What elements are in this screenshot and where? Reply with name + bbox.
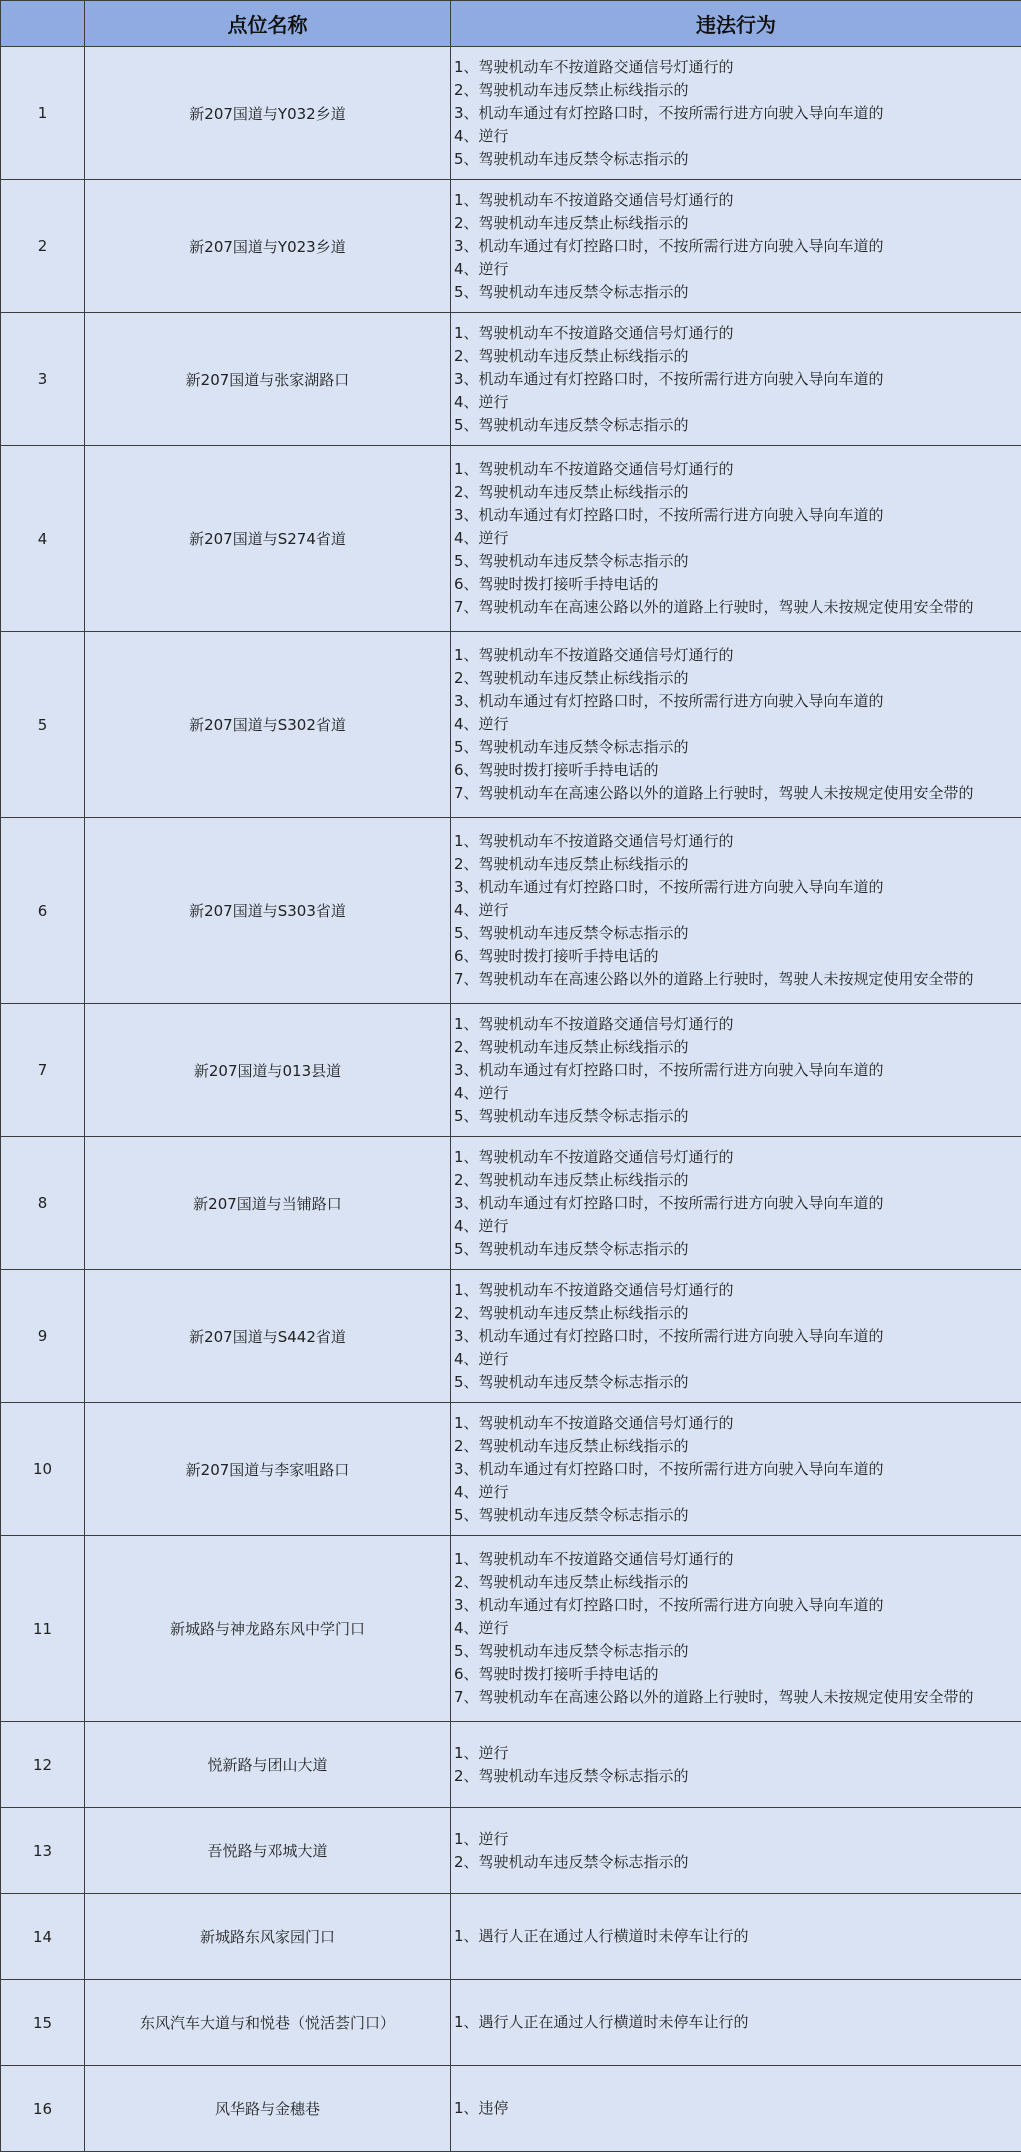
location-name: 新207国道与S303省道 [85,818,451,1004]
row-number: 10 [1,1403,85,1536]
row-number: 15 [1,1980,85,2066]
violation-item: 2、驾驶机动车违反禁止标线指示的 [454,1170,689,1189]
location-name: 新207国道与Y032乡道 [85,47,451,180]
violation-item: 2、驾驶机动车违反禁令标志指示的 [454,1766,689,1785]
violation-item: 4、逆行 [454,1482,509,1501]
violation-item: 1、驾驶机动车不按道路交通信号灯通行的 [454,190,734,209]
violation-item: 2、驾驶机动车违反禁止标线指示的 [454,669,689,687]
row-number: 2 [1,180,85,313]
row-number: 16 [1,2066,85,2152]
violation-list [451,446,1021,632]
violation-item: 4、逆行 [454,529,509,547]
violation-item: 1、驾驶机动车不按道路交通信号灯通行的 [454,460,734,478]
violation-item: 6、驾驶时拨打接听手持电话的 [454,575,659,593]
violation-list [451,2066,1021,2152]
violation-list [451,1270,1021,1403]
row-number: 9 [1,1270,85,1403]
violation-item: 1、驾驶机动车不按道路交通信号灯通行的 [454,57,734,76]
table-row [1,1137,1021,1270]
table-row [1,818,1021,1004]
violation-item: 1、驾驶机动车不按道路交通信号灯通行的 [454,832,734,850]
violation-item: 4、逆行 [454,1349,509,1368]
row-number: 8 [1,1137,85,1270]
violation-item: 3、机动车通过有灯控路口时，不按所需行进方向驶入导向车道的 [454,1060,884,1079]
violation-item: 1、驾驶机动车不按道路交通信号灯通行的 [454,323,734,342]
violation-item: 2、驾驶机动车违反禁止标线指示的 [454,1303,689,1322]
header-number [1,1,85,47]
location-name: 新207国道与S274省道 [85,446,451,632]
violation-item: 4、逆行 [454,126,509,145]
location-name: 新207国道与S442省道 [85,1270,451,1403]
location-name: 东风汽车大道与和悦巷（悦活荟门口） [85,1980,451,2066]
violation-item: 7、驾驶机动车在高速公路以外的道路上行驶时，驾驶人未按规定使用安全带的 [454,1688,974,1706]
violation-item: 5、驾驶机动车违反禁令标志指示的 [454,282,689,301]
violation-list [451,632,1021,818]
violation-list [451,180,1021,313]
violation-item: 3、机动车通过有灯控路口时，不按所需行进方向驶入导向车道的 [454,1459,884,1478]
table-row [1,1980,1021,2066]
table-row [1,446,1021,632]
location-name: 新207国道与当铺路口 [85,1137,451,1270]
header-location-name: 点位名称 [85,1,451,47]
violation-item: 2、驾驶机动车违反禁止标线指示的 [454,80,689,99]
table-row [1,1004,1021,1137]
location-name: 悦新路与团山大道 [85,1722,451,1808]
violation-item: 5、驾驶机动车违反禁令标志指示的 [454,1505,689,1524]
violation-item: 2、驾驶机动车违反禁止标线指示的 [454,213,689,232]
violation-item: 2、驾驶机动车违反禁止标线指示的 [454,1037,689,1056]
violation-item: 3、机动车通过有灯控路口时，不按所需行进方向驶入导向车道的 [454,369,884,388]
table-row [1,1403,1021,1536]
violation-list [451,818,1021,1004]
violation-item: 3、机动车通过有灯控路口时，不按所需行进方向驶入导向车道的 [454,1326,884,1345]
violation-item: 3、机动车通过有灯控路口时，不按所需行进方向驶入导向车道的 [454,1193,884,1212]
violation-item: 1、违停 [454,2099,509,2117]
violation-item: 4、逆行 [454,392,509,411]
violation-list [451,47,1021,180]
row-number: 1 [1,47,85,180]
violation-item: 5、驾驶机动车违反禁令标志指示的 [454,1372,689,1391]
row-number: 5 [1,632,85,818]
violation-item: 5、驾驶机动车违反禁令标志指示的 [454,415,689,434]
violation-list [451,1722,1021,1808]
table-body [1,47,1021,2152]
violation-item: 7、驾驶机动车在高速公路以外的道路上行驶时，驾驶人未按规定使用安全带的 [454,784,974,802]
violation-item: 5、驾驶机动车违反禁令标志指示的 [454,738,689,756]
violation-item: 1、驾驶机动车不按道路交通信号灯通行的 [454,1413,734,1432]
violation-item: 3、机动车通过有灯控路口时，不按所需行进方向驶入导向车道的 [454,236,884,255]
violation-item: 1、驾驶机动车不按道路交通信号灯通行的 [454,1147,734,1166]
violation-item: 4、逆行 [454,259,509,278]
row-number: 13 [1,1808,85,1894]
location-name: 新城路与神龙路东风中学门口 [85,1536,451,1722]
row-number: 11 [1,1536,85,1722]
violation-item: 1、驾驶机动车不按道路交通信号灯通行的 [454,1550,734,1568]
violation-item: 2、驾驶机动车违反禁止标线指示的 [454,855,689,873]
header-violation: 违法行为 [451,1,1021,47]
violation-item: 5、驾驶机动车违反禁令标志指示的 [454,1642,689,1660]
violation-list [451,1403,1021,1536]
row-number: 7 [1,1004,85,1137]
violation-list [451,1004,1021,1137]
violation-item: 5、驾驶机动车违反禁令标志指示的 [454,1106,689,1125]
violation-item: 6、驾驶时拨打接听手持电话的 [454,761,659,779]
table-row [1,1808,1021,1894]
location-name: 吾悦路与邓城大道 [85,1808,451,1894]
violation-item: 1、驾驶机动车不按道路交通信号灯通行的 [454,1280,734,1299]
violation-item: 2、驾驶机动车违反禁止标线指示的 [454,483,689,501]
violation-item: 1、逆行 [454,1829,509,1848]
violation-item: 1、驾驶机动车不按道路交通信号灯通行的 [454,646,734,664]
violation-item: 1、遇行人正在通过人行横道时未停车让行的 [454,1927,749,1945]
violation-item: 5、驾驶机动车违反禁令标志指示的 [454,552,689,570]
location-name: 新城路东风家园门口 [85,1894,451,1980]
row-number: 6 [1,818,85,1004]
violation-list [451,1808,1021,1894]
violation-item: 2、驾驶机动车违反禁令标志指示的 [454,1852,689,1871]
violation-item: 2、驾驶机动车违反禁止标线指示的 [454,346,689,365]
row-number: 4 [1,446,85,632]
violation-item: 3、机动车通过有灯控路口时，不按所需行进方向驶入导向车道的 [454,1596,884,1614]
violation-item: 5、驾驶机动车违反禁令标志指示的 [454,1239,689,1258]
violation-item: 5、驾驶机动车违反禁令标志指示的 [454,149,689,168]
violation-item: 3、机动车通过有灯控路口时，不按所需行进方向驶入导向车道的 [454,692,884,710]
table-row [1,47,1021,180]
violation-item: 7、驾驶机动车在高速公路以外的道路上行驶时，驾驶人未按规定使用安全带的 [454,598,974,616]
violation-item: 5、驾驶机动车违反禁令标志指示的 [454,924,689,942]
row-number: 12 [1,1722,85,1808]
location-name: 新207国道与S302省道 [85,632,451,818]
violation-list [451,1980,1021,2066]
location-name: 新207国道与013县道 [85,1004,451,1137]
table-row [1,313,1021,446]
violation-item: 7、驾驶机动车在高速公路以外的道路上行驶时，驾驶人未按规定使用安全带的 [454,970,974,988]
row-number: 14 [1,1894,85,1980]
violation-item: 4、逆行 [454,901,509,919]
location-name: 风华路与金穗巷 [85,2066,451,2152]
violation-item: 1、遇行人正在通过人行横道时未停车让行的 [454,2013,749,2031]
table-row [1,632,1021,818]
location-name: 新207国道与张家湖路口 [85,313,451,446]
table-row [1,1270,1021,1403]
violation-list [451,1536,1021,1722]
table-row [1,2066,1021,2152]
violation-list [451,1894,1021,1980]
location-name: 新207国道与李家咀路口 [85,1403,451,1536]
violation-item: 3、机动车通过有灯控路口时，不按所需行进方向驶入导向车道的 [454,506,884,524]
table-header-row [1,1,1021,47]
violation-item: 2、驾驶机动车违反禁止标线指示的 [454,1436,689,1455]
table-row [1,1722,1021,1808]
violation-item: 1、逆行 [454,1743,509,1762]
violation-item: 4、逆行 [454,1216,509,1235]
table-row [1,180,1021,313]
violation-item: 3、机动车通过有灯控路口时，不按所需行进方向驶入导向车道的 [454,878,884,896]
violation-item: 6、驾驶时拨打接听手持电话的 [454,1665,659,1683]
table-row [1,1894,1021,1980]
row-number: 3 [1,313,85,446]
violation-list [451,1137,1021,1270]
table-row [1,1536,1021,1722]
violation-item: 1、驾驶机动车不按道路交通信号灯通行的 [454,1014,734,1033]
violation-item: 4、逆行 [454,1619,509,1637]
violation-item: 4、逆行 [454,1083,509,1102]
violation-list [451,313,1021,446]
violation-item: 6、驾驶时拨打接听手持电话的 [454,947,659,965]
violation-item: 2、驾驶机动车违反禁止标线指示的 [454,1573,689,1591]
violation-item: 4、逆行 [454,715,509,733]
location-name: 新207国道与Y023乡道 [85,180,451,313]
violation-item: 3、机动车通过有灯控路口时，不按所需行进方向驶入导向车道的 [454,103,884,122]
